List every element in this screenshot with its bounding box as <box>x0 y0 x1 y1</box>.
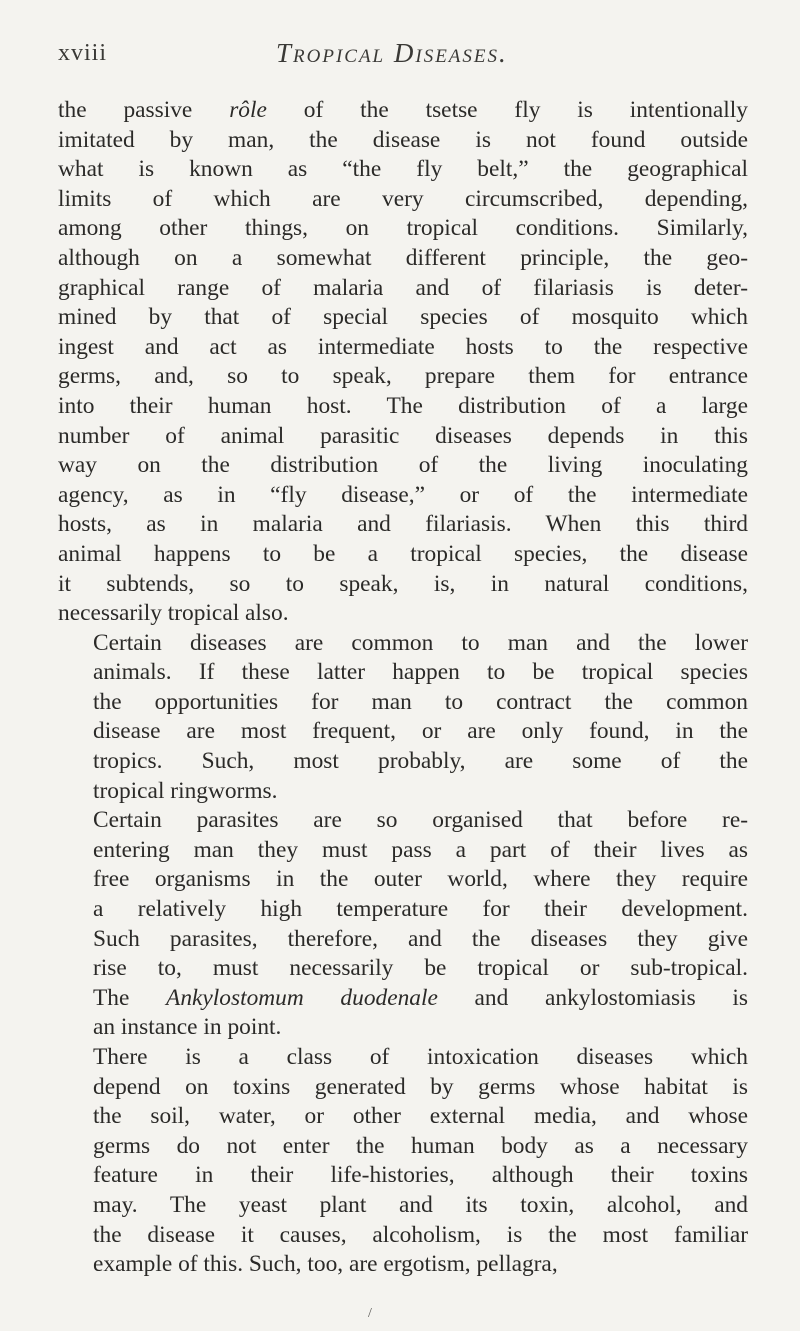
text-line: Certain diseases are common to man and the lower <box>93 629 748 656</box>
text-line: way on the distribution of the living inoculating <box>58 452 748 479</box>
text-line: disease are most frequent, or are only found, in the <box>93 718 748 745</box>
body-text <box>58 96 748 1280</box>
text-line: although on a somewhat different principle, the geo- <box>58 244 748 271</box>
text-line: germs, and, so to speak, prepare them for entrance <box>58 363 748 390</box>
text-line: Such parasites, therefore, and the diseases they give <box>93 925 748 952</box>
text-line: free organisms in the outer world, where they require <box>93 866 748 893</box>
paragraph <box>58 1043 748 1280</box>
text-line: the soil, water, or other external media, and whose <box>93 1103 748 1130</box>
text-line: graphical range of malaria and of filariasis is deter- <box>58 274 748 301</box>
text-line: may. The yeast plant and its toxin, alcohol, and <box>93 1191 748 1218</box>
text-line: animal happens to be a tropical species, the disease <box>58 540 748 567</box>
text-line: germs do not enter the human body as a necessary <box>93 1132 748 1159</box>
text-line: the disease it causes, alcoholism, is the most familiar <box>93 1221 748 1248</box>
text-line: number of animal parasitic diseases depends in this <box>58 422 748 449</box>
text-line: mined by that of special species of mosquito which <box>58 304 748 331</box>
text-line: tropical ringworms. <box>93 777 278 804</box>
text-line: hosts, as in malaria and filariasis. When this third <box>58 511 748 538</box>
text-line: the passive rôle of the tsetse fly is intentionally <box>58 97 748 123</box>
text-line: necessarily tropical also. <box>58 600 289 627</box>
text-line: feature in their life-histories, although their toxins <box>93 1162 748 1189</box>
paragraph <box>58 806 748 1043</box>
text-line: example of this. Such, too, are ergotism, pellagra, <box>93 1251 558 1278</box>
running-head <box>58 38 748 78</box>
running-title: Tropical Diseases. <box>276 38 508 68</box>
text-line: entering man they must pass a part of their lives as <box>93 836 748 863</box>
page-number: xviii <box>58 40 108 66</box>
paragraph <box>58 96 748 629</box>
paragraph <box>58 629 748 807</box>
text-line: The Ankylostomum duodenale and ankylostomiasis is <box>93 984 749 1011</box>
text-line: it subtends, so to speak, is, in natural conditions, <box>58 570 748 597</box>
text-line: imitated by man, the disease is not found outside <box>58 126 748 153</box>
printer-mark: / <box>368 1306 372 1321</box>
text-line: depend on toxins generated by germs whose habitat is <box>93 1073 748 1100</box>
text-line: animals. If these latter happen to be tropical species <box>93 659 748 686</box>
text-line: Certain parasites are so organised that before re- <box>93 807 748 834</box>
text-line: tropics. Such, most probably, are some of the <box>93 748 748 775</box>
text-line: There is a class of intoxication diseases which <box>93 1044 748 1070</box>
text-line: among other things, on tropical conditions. Similarly, <box>58 215 748 242</box>
text-line: an instance in point. <box>93 1014 282 1041</box>
text-line: agency, as in “fly disease,” or of the intermediate <box>58 481 748 508</box>
text-line: into their human host. The distribution of a large <box>58 392 748 419</box>
text-line: limits of which are very circumscribed, depending, <box>58 185 748 212</box>
text-line: rise to, must necessarily be tropical or sub-tropical. <box>93 955 748 982</box>
text-line: a relatively high temperature for their development. <box>93 896 748 923</box>
text-line: ingest and act as intermediate hosts to the respective <box>58 333 748 360</box>
text-line: what is known as “the fly belt,” the geographical <box>58 156 748 183</box>
text-line: the opportunities for man to contract the common <box>93 688 748 715</box>
